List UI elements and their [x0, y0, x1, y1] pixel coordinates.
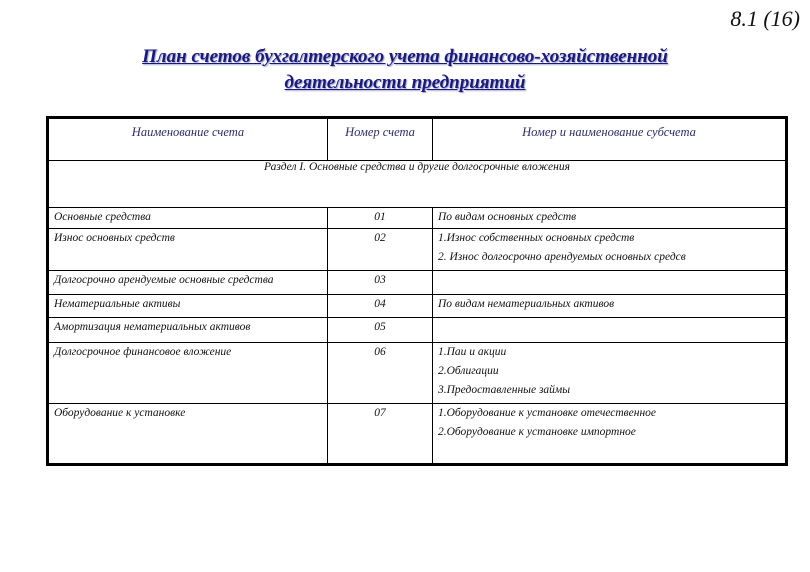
account-number: 04 — [328, 295, 433, 318]
subaccount-line: По видам нематериальных активов — [438, 298, 615, 310]
header-account-number: Номер счета — [328, 118, 433, 161]
subaccount-cell — [433, 343, 787, 404]
subaccount-line: 1.Оборудование к установке отечественное — [438, 407, 657, 419]
subaccount-line: 2. Износ долгосрочно арендуемых основных средсв — [438, 251, 686, 263]
account-name: Основные средства — [48, 208, 328, 229]
table-row — [48, 318, 787, 343]
section-title: Раздел I. Основные средства и другие долгосрочные вложения — [48, 161, 787, 208]
subaccount-cell — [433, 318, 787, 343]
subaccount-line: 1.Износ собственных основных средств — [438, 232, 635, 244]
account-name: Износ основных средств — [48, 229, 328, 271]
subaccount-line: 2.Оборудование к установке импортное — [438, 426, 636, 438]
subaccount-line: 3.Предоставленные займы — [438, 384, 571, 396]
subaccount-cell — [433, 271, 787, 295]
account-number: 07 — [328, 404, 433, 465]
table-row — [48, 229, 787, 271]
account-name: Оборудование к установке — [48, 404, 328, 465]
table-row — [48, 404, 787, 465]
subaccount-line: 2.Облигации — [438, 365, 499, 377]
header-account-name: Наименование счета — [48, 118, 328, 161]
account-name: Амортизация нематериальных активов — [48, 318, 328, 343]
title-line-2: деятельности предприятий — [284, 72, 526, 93]
page-title — [60, 44, 750, 96]
subaccount-line: По видам основных средств — [438, 211, 577, 223]
subaccount-cell — [433, 404, 787, 465]
account-name: Долгосрочно арендуемые основные средства — [48, 271, 328, 295]
chart-of-accounts-table — [46, 116, 788, 466]
table-row — [48, 208, 787, 229]
subaccount-cell — [433, 229, 787, 271]
account-number: 06 — [328, 343, 433, 404]
slide-number: 8.1 (16) — [730, 6, 800, 31]
header-subaccount: Номер и наименование субсчета — [433, 118, 787, 161]
title-line-1: План счетов бухгалтерского учета финансово-хозяйственной — [142, 46, 668, 67]
table-header-row — [48, 118, 787, 161]
account-number: 02 — [328, 229, 433, 271]
subaccount-cell — [433, 208, 787, 229]
account-number: 03 — [328, 271, 433, 295]
account-number: 05 — [328, 318, 433, 343]
account-name: Долгосрочное финансовое вложение — [48, 343, 328, 404]
table-row — [48, 295, 787, 318]
subaccount-cell — [433, 295, 787, 318]
section-row — [48, 161, 787, 208]
table-row — [48, 343, 787, 404]
account-number: 01 — [328, 208, 433, 229]
account-name: Нематериальные активы — [48, 295, 328, 318]
subaccount-line: 1.Паи и акции — [438, 346, 507, 358]
table-row — [48, 271, 787, 295]
